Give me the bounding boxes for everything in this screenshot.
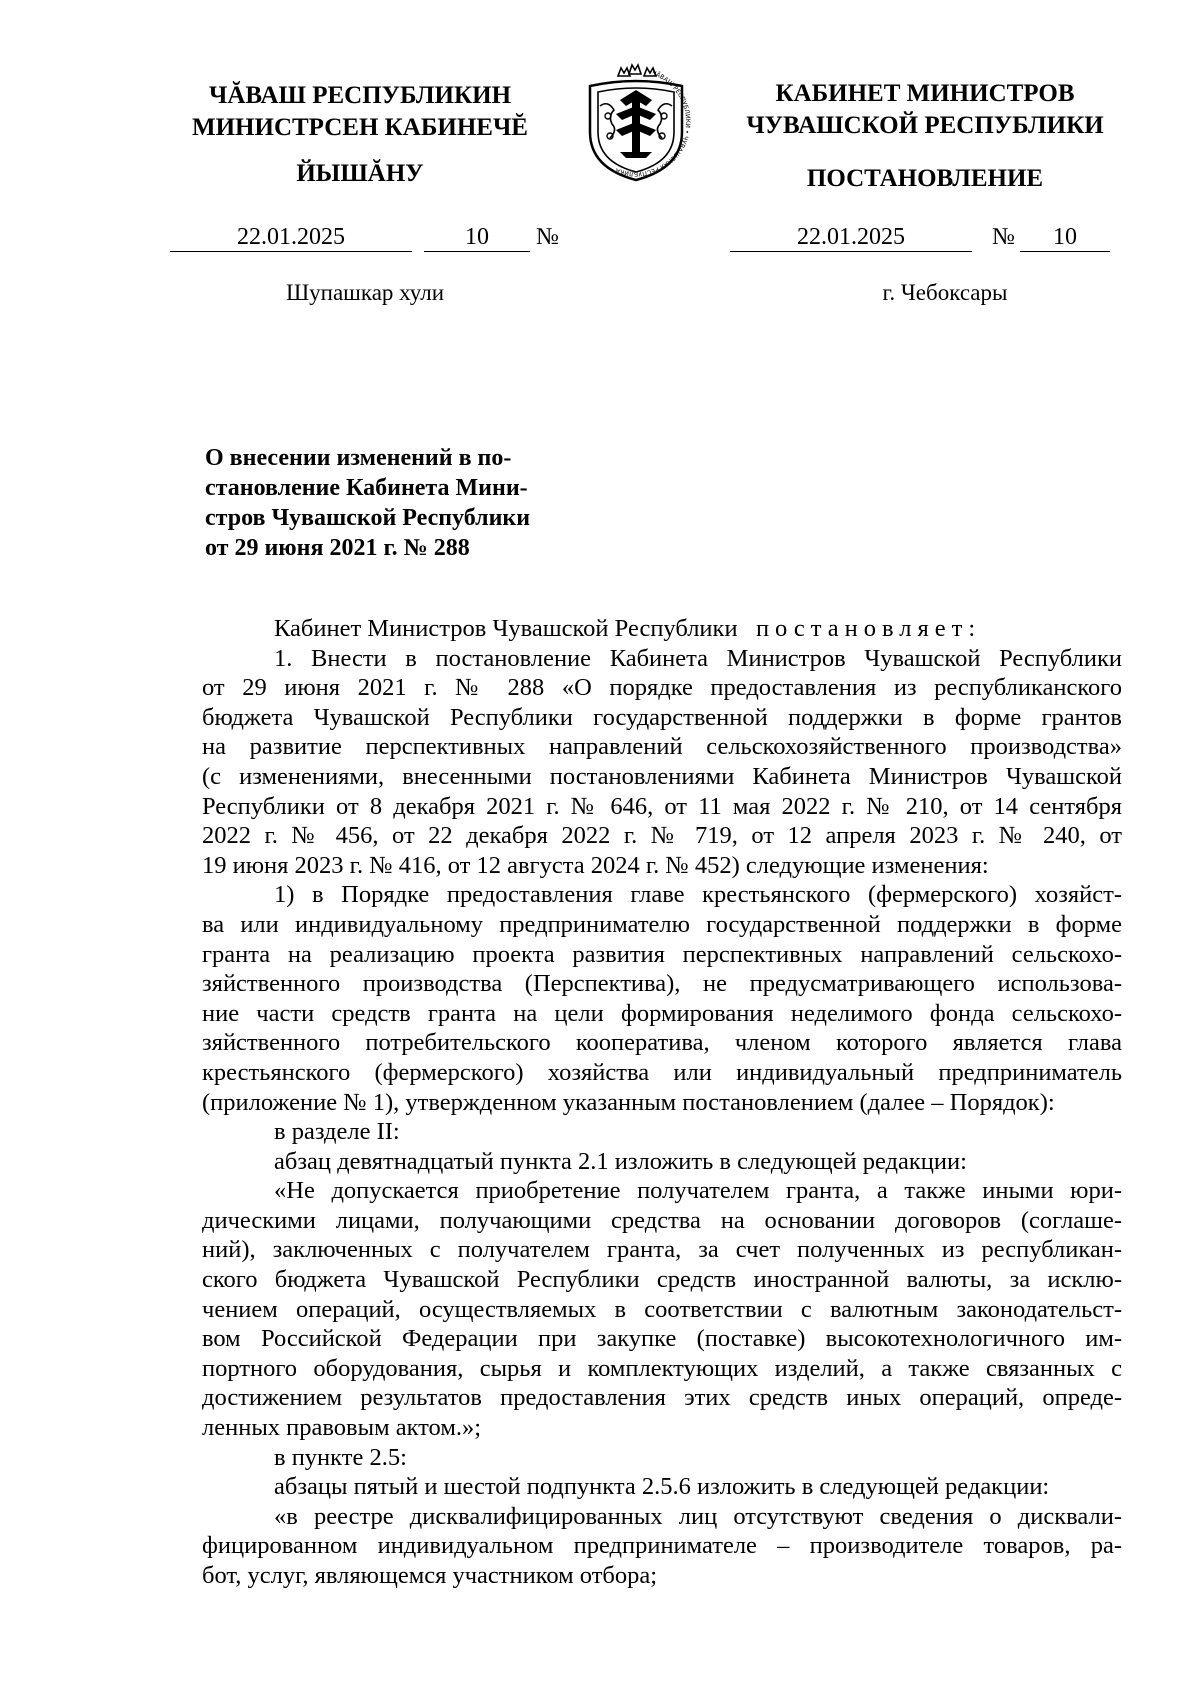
- right-city: г. Чебоксары: [882, 280, 1008, 305]
- left-number-field: 10: [424, 223, 530, 252]
- doc-type-left: ЙЫШĂНУ: [296, 160, 424, 187]
- paragraph-line: 1. Внести в постановление Кабинета Министров Чувашской Республики: [274, 644, 1122, 672]
- paragraph-line: крестьянского (фермерского) хозяйства или индивидуальный предприниматель: [202, 1058, 1122, 1086]
- paragraph-line: от 29 июня 2021 г. № 288 «О порядке предоставления из республиканского: [202, 674, 1122, 702]
- chuvash-coat-of-arms-icon: [570, 56, 702, 188]
- paragraph-line: (с изменениями, внесенными постановлениями Кабинета Министров Чувашской: [202, 762, 1122, 790]
- paragraph-line: 19 июня 2023 г. № 416, от 12 августа 2024 г. № 452) следующие изменения:: [202, 851, 989, 879]
- right-number-field: 10: [1020, 223, 1110, 252]
- paragraph-line: портного оборудования, сырья и комплектующих изделий, а также связанных с: [202, 1354, 1122, 1382]
- header-left-line2: МИНИСТРСЕН КАБИНЕЧĔ: [192, 114, 528, 141]
- right-date-field: 22.01.2025: [730, 223, 972, 252]
- paragraph-line: достижением результатов предоставления этих средств иных операций, опреде-: [202, 1384, 1122, 1412]
- emblem-ring-text: ЧĂВАШ РЕСПУБЛИКИ • ЧУВАШСКАЯ РЕСПУБЛИКА: [614, 69, 692, 178]
- title-line: О внесении изменений в по-: [205, 445, 512, 471]
- header-left: [160, 80, 560, 144]
- paragraph-line: абзацы пятый и шестой подпункта 2.5.6 изложить в следующей редакции:: [274, 1473, 1050, 1501]
- paragraph-line: в пункте 2.5:: [274, 1443, 407, 1471]
- left-date-field: 22.01.2025: [170, 223, 412, 252]
- document-body: [202, 614, 1122, 1591]
- document-title: [205, 443, 575, 563]
- paragraph-line: чением операций, осуществляемых в соответствии с валютным законодательст-: [202, 1295, 1122, 1323]
- paragraph-line: (приложение № 1), утвержденном указанным постановлением (далее – Порядок):: [202, 1088, 1055, 1116]
- doc-type-right: ПОСТАНОВЛЕНИЕ: [806, 165, 1044, 192]
- paragraph-line: гранта на реализацию проекта развития перспективных направлений сельскохо-: [202, 940, 1122, 968]
- title-line: от 29 июня 2021 г. № 288: [205, 535, 470, 561]
- paragraph-line: ний), заключенных с получателем гранта, за счет полученных из республикан-: [202, 1236, 1122, 1264]
- paragraph-line: дическими лицами, получающими средства на основании договоров (соглаше-: [202, 1206, 1122, 1234]
- right-number-sign: №: [992, 224, 1015, 250]
- header-left-line1: ЧĂВАШ РЕСПУБЛИКИН: [208, 82, 512, 109]
- intro-verb: постановляет:: [755, 615, 982, 642]
- paragraph-line: в разделе II:: [274, 1118, 400, 1146]
- paragraph-line: ние части средств гранта на цели формирования неделимого фонда сельскохо-: [202, 999, 1122, 1027]
- paragraph-line: «Не допускается приобретение получателем гранта, а также иными юри-: [274, 1177, 1122, 1205]
- header-right-line1: КАБИНЕТ МИНИСТРОВ: [775, 80, 1075, 107]
- paragraph-line: вом Российской Федерации при закупке (поставке) высокотехнологичного им-: [202, 1325, 1122, 1353]
- header-right-line2: ЧУВАШСКОЙ РЕСПУБЛИКИ: [746, 112, 1104, 139]
- intro-lead: Кабинет Министров Чувашской Республики: [274, 615, 738, 642]
- paragraph-line: бот, услуг, являющемся участником отбора;: [202, 1562, 658, 1589]
- left-city: Шупашкар хули: [285, 280, 445, 305]
- title-line: становление Кабинета Мини-: [205, 475, 528, 501]
- intro-paragraph: [202, 614, 1122, 644]
- paragraph-line: зяйственного производства (Перспектива), не предусматривающего использова-: [202, 970, 1122, 998]
- paragraph-line: зяйственного потребительского кооператива, членом которого является глава: [202, 1029, 1122, 1057]
- paragraph-line: фицированном индивидуальном предпринимателе – производителе товаров, ра-: [202, 1532, 1122, 1560]
- paragraph-line: бюджета Чувашской Республики государственной поддержки в форме грантов: [202, 703, 1122, 731]
- header-right: [720, 78, 1130, 142]
- left-number-sign: №: [536, 224, 559, 250]
- paragraph-line: «в реестре дисквалифицированных лиц отсутствуют сведения о дисквали-: [274, 1502, 1122, 1530]
- paragraph-line: ского бюджета Чувашской Республики средств иностранной валюты, за исклю-: [202, 1266, 1122, 1294]
- paragraph-line: ва или индивидуальному предпринимателю государственной поддержки в форме: [202, 910, 1122, 938]
- paragraph-line: ленных правовым актом.»;: [202, 1414, 482, 1442]
- paragraph-line: 1) в Порядке предоставления главе крестьянского (фермерского) хозяйст-: [274, 881, 1122, 909]
- paragraph-line: абзац девятнадцатый пункта 2.1 изложить в следующей редакции:: [274, 1147, 967, 1175]
- title-line: стров Чувашской Республики: [205, 505, 531, 531]
- paragraph-line: 2022 г. № 456, от 22 декабря 2022 г. № 719, от 12 апреля 2023 г. № 240, от: [202, 822, 1122, 850]
- paragraph-line: на развитие перспективных направлений сельскохозяйственного производства»: [202, 733, 1122, 761]
- paragraph-line: Республики от 8 декабря 2021 г. № 646, от 11 мая 2022 г. № 210, от 14 сентября: [202, 792, 1122, 820]
